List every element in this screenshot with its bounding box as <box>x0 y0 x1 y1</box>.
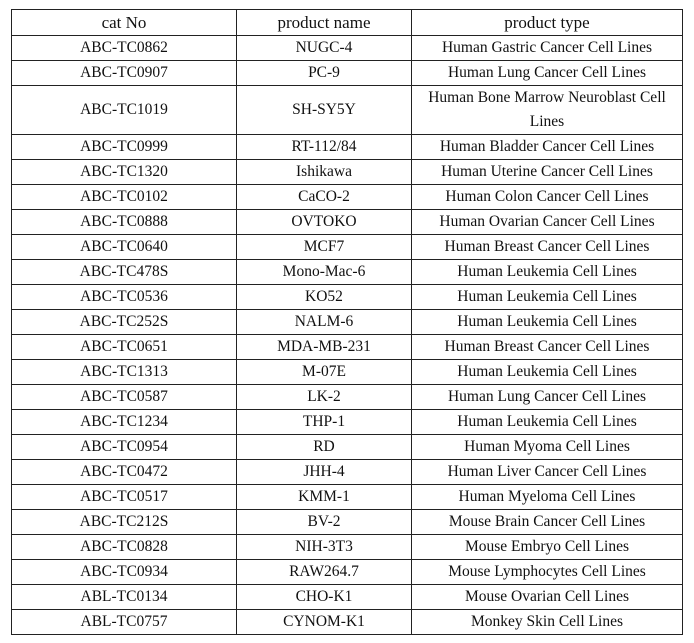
cell-cat-no: ABC-TC1019 <box>12 86 237 135</box>
cell-cat-no: ABL-TC0757 <box>12 610 237 635</box>
cell-product-name: Ishikawa <box>237 160 412 185</box>
table-row <box>12 435 683 460</box>
cell-product-type: Human Leukemia Cell Lines <box>412 360 683 385</box>
table-row <box>12 160 683 185</box>
table-row <box>12 185 683 210</box>
table-row <box>12 210 683 235</box>
table-row <box>12 335 683 360</box>
cell-cat-no: ABL-TC0134 <box>12 585 237 610</box>
cell-product-name: OVTOKO <box>237 210 412 235</box>
cell-cat-no: ABC-TC478S <box>12 260 237 285</box>
cell-product-type: Human Breast Cancer Cell Lines <box>412 235 683 260</box>
cell-product-name: M-07E <box>237 360 412 385</box>
cell-cat-no: ABC-TC0651 <box>12 335 237 360</box>
cell-cat-no: ABC-TC0999 <box>12 135 237 160</box>
table-row <box>12 61 683 86</box>
cell-cat-no: ABC-TC0587 <box>12 385 237 410</box>
header-product-name: product name <box>237 10 412 36</box>
header-product-type: product type <box>412 10 683 36</box>
cell-cat-no: ABC-TC0102 <box>12 185 237 210</box>
cell-product-type: Human Bladder Cancer Cell Lines <box>412 135 683 160</box>
cell-product-type: Human Breast Cancer Cell Lines <box>412 335 683 360</box>
cell-cat-no: ABC-TC1313 <box>12 360 237 385</box>
cell-product-name: KMM-1 <box>237 485 412 510</box>
cell-product-name: RT-112/84 <box>237 135 412 160</box>
cell-cat-no: ABC-TC212S <box>12 510 237 535</box>
cell-cat-no: ABC-TC0472 <box>12 460 237 485</box>
table-row <box>12 385 683 410</box>
cell-product-type: Human Leukemia Cell Lines <box>412 260 683 285</box>
table-row <box>12 535 683 560</box>
cell-product-type: Human Uterine Cancer Cell Lines <box>412 160 683 185</box>
cell-product-type: Human Leukemia Cell Lines <box>412 285 683 310</box>
cell-cat-no: ABC-TC0536 <box>12 285 237 310</box>
cell-product-type: Monkey Skin Cell Lines <box>412 610 683 635</box>
table-row <box>12 310 683 335</box>
cell-product-name: CHO-K1 <box>237 585 412 610</box>
cell-product-name: MDA-MB-231 <box>237 335 412 360</box>
cell-product-type: Human Myeloma Cell Lines <box>412 485 683 510</box>
cell-cat-no: ABC-TC0954 <box>12 435 237 460</box>
cell-product-name: NIH-3T3 <box>237 535 412 560</box>
table-body <box>12 36 683 635</box>
cell-product-type: Human Lung Cancer Cell Lines <box>412 385 683 410</box>
cell-product-name: JHH-4 <box>237 460 412 485</box>
cell-cat-no: ABC-TC0862 <box>12 36 237 61</box>
cell-product-name: NALM-6 <box>237 310 412 335</box>
cell-product-type: Mouse Brain Cancer Cell Lines <box>412 510 683 535</box>
table-row <box>12 410 683 435</box>
cell-product-name: CYNOM-K1 <box>237 610 412 635</box>
table-row <box>12 610 683 635</box>
cell-cat-no: ABC-TC0640 <box>12 235 237 260</box>
table-row <box>12 86 683 135</box>
cell-cat-no: ABC-TC1234 <box>12 410 237 435</box>
table-row <box>12 260 683 285</box>
cell-product-name: Mono-Mac-6 <box>237 260 412 285</box>
cell-product-name: NUGC-4 <box>237 36 412 61</box>
cell-product-type: Human Gastric Cancer Cell Lines <box>412 36 683 61</box>
header-cat-no: cat No <box>12 10 237 36</box>
table-row <box>12 510 683 535</box>
cell-product-type: Mouse Ovarian Cell Lines <box>412 585 683 610</box>
cell-product-name: MCF7 <box>237 235 412 260</box>
cell-cat-no: ABC-TC0828 <box>12 535 237 560</box>
table-row <box>12 360 683 385</box>
cell-product-type: Human Ovarian Cancer Cell Lines <box>412 210 683 235</box>
cell-product-type: Mouse Lymphocytes Cell Lines <box>412 560 683 585</box>
table-row <box>12 460 683 485</box>
cell-product-type: Human Bone Marrow Neuroblast Cell Lines <box>412 86 683 135</box>
table-header-row <box>12 10 683 36</box>
cell-product-name: KO52 <box>237 285 412 310</box>
table-row <box>12 560 683 585</box>
cell-cat-no: ABC-TC0517 <box>12 485 237 510</box>
cell-product-name: PC-9 <box>237 61 412 86</box>
cell-product-type: Human Leukemia Cell Lines <box>412 410 683 435</box>
table-row <box>12 485 683 510</box>
table-row <box>12 285 683 310</box>
cell-product-type: Mouse Embryo Cell Lines <box>412 535 683 560</box>
cell-product-type: Human Leukemia Cell Lines <box>412 310 683 335</box>
cell-cat-no: ABC-TC1320 <box>12 160 237 185</box>
cell-product-name: RAW264.7 <box>237 560 412 585</box>
cell-cat-no: ABC-TC252S <box>12 310 237 335</box>
cell-product-name: BV-2 <box>237 510 412 535</box>
product-table <box>11 9 683 635</box>
table-row <box>12 235 683 260</box>
table-row <box>12 135 683 160</box>
cell-product-name: SH-SY5Y <box>237 86 412 135</box>
table-row <box>12 36 683 61</box>
cell-product-name: RD <box>237 435 412 460</box>
cell-cat-no: ABC-TC0907 <box>12 61 237 86</box>
cell-product-type: Human Liver Cancer Cell Lines <box>412 460 683 485</box>
cell-product-type: Human Lung Cancer Cell Lines <box>412 61 683 86</box>
cell-product-type: Human Myoma Cell Lines <box>412 435 683 460</box>
cell-product-name: CaCO-2 <box>237 185 412 210</box>
cell-product-name: LK-2 <box>237 385 412 410</box>
cell-product-type: Human Colon Cancer Cell Lines <box>412 185 683 210</box>
cell-cat-no: ABC-TC0934 <box>12 560 237 585</box>
cell-product-name: THP-1 <box>237 410 412 435</box>
cell-cat-no: ABC-TC0888 <box>12 210 237 235</box>
table-row <box>12 585 683 610</box>
